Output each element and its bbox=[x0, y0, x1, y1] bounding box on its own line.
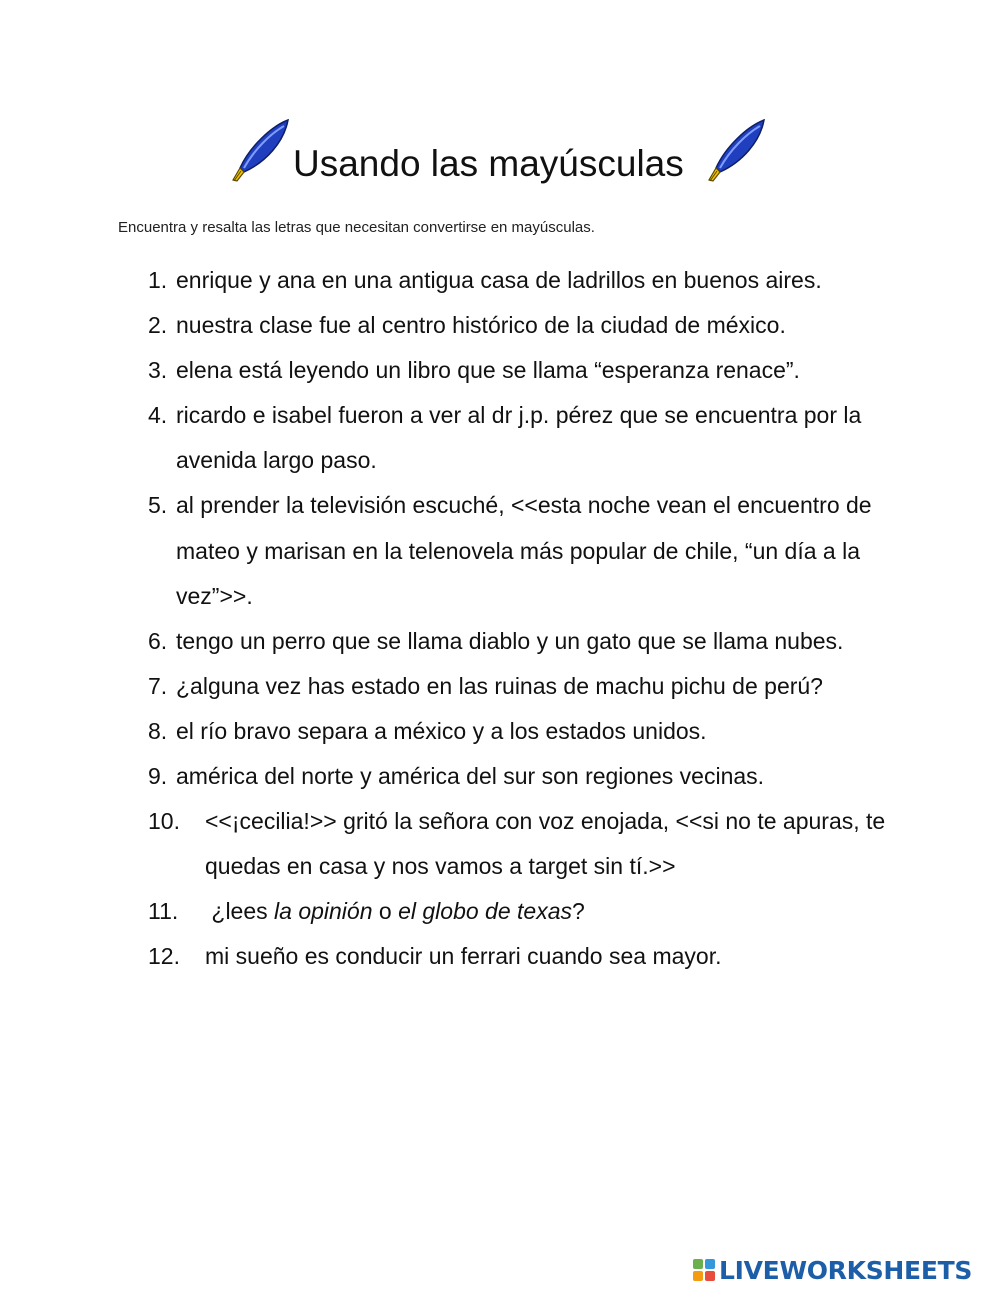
item-text[interactable]: ricardo e isabel fueron a ver al dr j.p. pérez que se encuentra por la avenida largo paso. bbox=[176, 402, 862, 474]
item-number: 1. bbox=[148, 267, 168, 293]
list-item bbox=[148, 799, 888, 889]
item-text[interactable]: al prender la televisión escuché, <<esta noche vean el encuentro de mateo y marisan en la telenovela más popular de chile, “un día a la vez”>>. bbox=[176, 492, 872, 609]
sentence-list bbox=[148, 258, 888, 980]
item-text[interactable]: enrique y ana en una antigua casa de ladrillos en buenos aires. bbox=[176, 267, 822, 293]
list-item bbox=[148, 348, 888, 393]
list-item bbox=[148, 709, 888, 754]
page-title: Usando las mayúsculas bbox=[293, 143, 684, 184]
item-text[interactable]: tengo un perro que se llama diablo y un gato que se llama nubes. bbox=[176, 627, 844, 654]
item-text[interactable]: américa del norte y américa del sur son regiones vecinas. bbox=[176, 763, 765, 790]
item-text[interactable]: <<¡cecilia!>> gritó la señora con voz enojada, <<si no te apuras, te quedas en casa y nos vamos a target sin tí.>> bbox=[205, 808, 886, 880]
newspaper-title: la opinión bbox=[274, 898, 373, 925]
item-number: 10. bbox=[148, 808, 180, 835]
item-number: 8. bbox=[148, 717, 168, 744]
liveworksheets-logo-icon bbox=[692, 1258, 716, 1282]
list-item bbox=[148, 258, 888, 303]
list-item bbox=[148, 619, 888, 664]
list-item bbox=[148, 483, 888, 618]
item-number: 4. bbox=[148, 402, 168, 429]
instructions: Encuentra y resalta las letras que necesitan convertirse en mayúsculas. bbox=[118, 219, 595, 236]
item-number: 11. bbox=[148, 898, 179, 925]
list-item bbox=[148, 664, 888, 709]
list-item bbox=[148, 393, 888, 483]
item-text[interactable]: elena está leyendo un libro que se llama “esperanza renace”. bbox=[176, 357, 800, 384]
list-item bbox=[148, 303, 888, 348]
title-row bbox=[0, 112, 1000, 192]
item-number: 12. bbox=[148, 943, 180, 970]
item-number: 2. bbox=[148, 312, 168, 339]
item-text-pre: ¿lees bbox=[205, 898, 275, 925]
item-number: 7. bbox=[148, 672, 168, 699]
item-text[interactable]: ¿alguna vez has estado en las ruinas de machu pichu de perú? bbox=[176, 672, 823, 699]
item-number: 9. bbox=[148, 763, 168, 790]
list-item bbox=[148, 889, 888, 934]
item-text-mid: o bbox=[372, 898, 399, 925]
item-text[interactable] bbox=[205, 889, 888, 934]
item-number: 3. bbox=[148, 357, 168, 384]
list-item bbox=[148, 934, 888, 979]
item-number: 6. bbox=[148, 627, 168, 654]
item-number: 5. bbox=[148, 492, 168, 519]
quill-pen-icon bbox=[704, 118, 770, 184]
newspaper-title: el globo de texas bbox=[398, 898, 572, 925]
item-text[interactable]: el río bravo separa a méxico y a los estados unidos. bbox=[176, 717, 707, 744]
quill-pen-icon bbox=[228, 118, 294, 184]
item-text-post: ? bbox=[571, 898, 585, 925]
item-text[interactable]: mi sueño es conducir un ferrari cuando sea mayor. bbox=[205, 943, 722, 970]
footer-brand[interactable] bbox=[692, 1255, 972, 1285]
list-item bbox=[148, 754, 888, 799]
item-text[interactable]: nuestra clase fue al centro histórico de la ciudad de méxico. bbox=[176, 312, 786, 339]
brand-name: LIVEWORKSHEETS bbox=[719, 1255, 973, 1285]
